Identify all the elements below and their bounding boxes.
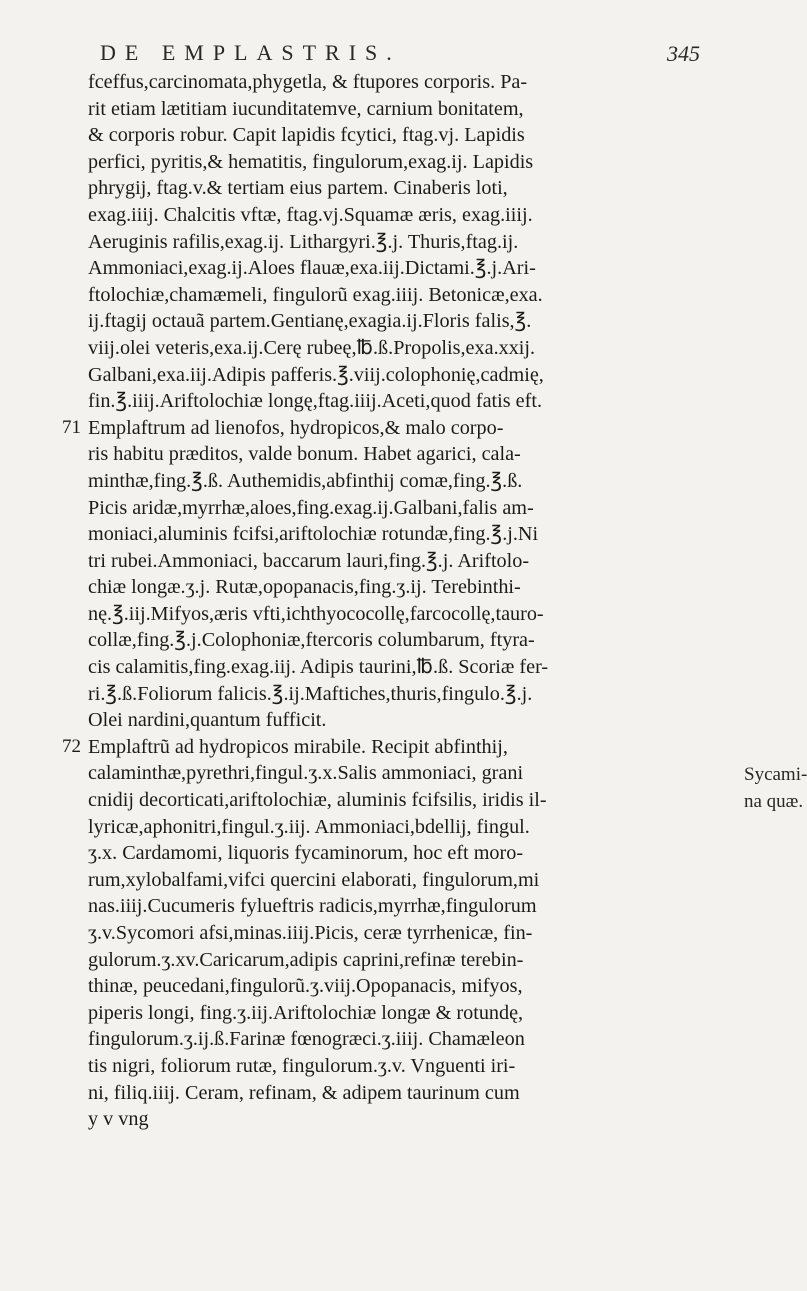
text-line [62, 1080, 732, 1107]
text-line [62, 787, 732, 814]
text-line [62, 707, 732, 734]
text-line [62, 867, 732, 894]
line-text: fceffus,carcinomata,phygetla, & ftupores corporis. Pa- [88, 71, 528, 93]
line-text: Galbani,exa.iij.Adipis pafferis.℥.viij.colophonię,cadmię, [88, 363, 544, 386]
text-line [62, 255, 732, 282]
text-line [62, 441, 732, 468]
line-text: cnidij decorticati,ariftolochiæ, aluminis fcifsilis, iridis il- [88, 789, 547, 812]
line-text: viij.olei veteris,exa.ij.Cerę rubeę,℔.ß.Propolis,exa.xxij. [88, 336, 536, 359]
line-text: tis nigri, foliorum rutæ, fingulorum.ʒ.v. Vnguenti iri- [88, 1054, 516, 1077]
text-line [62, 973, 732, 1000]
text-line [62, 601, 732, 628]
line-text: ʒ.v.Sycomori afsi,minas.iiij.Picis, ceræ tyrrhenicæ, fin- [88, 922, 533, 944]
line-text: fingulorum.ʒ.ij.ß.Farinæ fœnogræci.ʒ.iiij. Chamæleon [88, 1028, 525, 1051]
text-line [62, 335, 732, 362]
line-text: Picis aridæ,myrrhæ,aloes,fing.exag.ij.Galbani,falis am- [88, 496, 534, 519]
line-text: gulorum.ʒ.xv.Caricarum,adipis caprini,refinæ terebin- [88, 948, 524, 971]
text-line [62, 627, 732, 654]
line-text: fin.℥.iiij.Ariftolochiæ longę,ftag.iiij.Aceti,quod fatis eft. [88, 390, 543, 413]
text-line [62, 149, 732, 176]
margin-note-line: Sycami- [744, 764, 807, 785]
line-text: & corporis robur. Capit lapidis fcytici, ftag.vj. Lapidis [88, 124, 525, 147]
text-line [62, 760, 732, 787]
running-head: DE EMPLASTRIS. [100, 40, 401, 65]
line-text: calaminthæ,pyrethri,fingul.ʒ.x.Salis ammoniaci, grani [88, 762, 524, 785]
text-line [62, 574, 732, 601]
text-line [62, 282, 732, 309]
line-text: nę.℥.iij.Mifyos,æris vfti,ichthyococollę,farcocollę,tauro- [88, 602, 544, 625]
text-line [62, 920, 732, 947]
line-text: ij.ftagij octauã partem.Gentianę,exagia.ij.Floris falis,℥. [88, 310, 532, 333]
line-text: phrygij, ftag.v.& tertiam eius partem. Cinaberis loti, [88, 177, 508, 200]
text-line [62, 96, 732, 123]
page-header [100, 40, 700, 66]
text-line [62, 308, 732, 335]
line-text: ni, filiq.iiij. Ceram, refinam, & adipem taurinum cum [88, 1081, 520, 1104]
text-line [62, 654, 732, 681]
line-text: nas.iiij.Cucumeris fylueftris radicis,myrrhæ,fingulorum [88, 895, 537, 918]
line-text: exag.iiij. Chalcitis vftæ, ftag.vj.Squamæ æris, exag.iiij. [88, 203, 533, 226]
text-line [62, 840, 732, 867]
text-line [62, 947, 732, 974]
text-line [62, 548, 732, 575]
text-line [62, 202, 732, 229]
text-line [62, 893, 732, 920]
margin-note-line: na quæ. [744, 790, 804, 812]
text-line [62, 495, 732, 522]
text-line [62, 681, 732, 708]
margin-note [744, 762, 807, 815]
text-line [62, 1000, 732, 1027]
text-line [62, 468, 732, 495]
line-text: ʒ.x. Cardamomi, liquoris fycaminorum, hoc eft moro- [88, 842, 524, 865]
text-line [62, 734, 732, 761]
line-text: rum,xylobalfami,vifci quercini elaborati, fingulorum,mi [88, 868, 540, 891]
line-text: lyricæ,aphonitri,fingul.ʒ.iij. Ammoniaci,bdellij, fingul. [88, 815, 530, 838]
text-line [62, 1106, 732, 1133]
line-text: ftolochiæ,chamæmeli, fingulorũ exag.iiij. Betonicæ,exa. [88, 283, 543, 306]
line-text: perfici, pyritis,& hematitis, fingulorum,exag.ij. Lapidis [88, 150, 534, 173]
line-text: ri.℥.ß.Foliorum falicis.℥.ij.Maftiches,thuris,fingulo.℥.j. [88, 682, 533, 705]
text-line [62, 175, 732, 202]
text-line [62, 362, 732, 389]
line-text: Olei nardini,quantum fufficit. [88, 709, 327, 732]
text-line [62, 415, 732, 442]
text-line [62, 521, 732, 548]
page-number: 345 [667, 41, 700, 66]
line-text: Emplaftrũ ad hydropicos mirabile. Recipit abfinthij, [88, 735, 508, 758]
line-text: cis calamitis,fing.exag.iij. Adipis taurini,℔.ß. Scoriæ fer- [88, 656, 549, 679]
line-text: piperis longi, fing.ʒ.iij.Ariftolochiæ longæ & rotundę, [88, 1001, 524, 1024]
text-line [62, 1026, 732, 1053]
line-text: rit etiam lætitiam iucunditatemve, carnium bonitatem, [88, 97, 524, 120]
text-line [62, 229, 732, 256]
text-line [62, 1053, 732, 1080]
line-text: thinæ, peucedani,fingulorũ.ʒ.viij.Opopanacis, mifyos, [88, 975, 523, 998]
line-text: ris habitu præditos, valde bonum. Habet agarici, cala- [88, 443, 521, 466]
line-text: chiæ longæ.ʒ.j. Rutæ,opopanacis,fing.ʒ.ij. Terebinthi- [88, 576, 521, 599]
text-line [62, 814, 732, 841]
line-text: y v vng [88, 1108, 149, 1131]
text-line [62, 69, 732, 96]
line-text: minthæ,fing.℥.ß. Authemidis,abfinthij comæ,fing.℥.ß. [88, 469, 523, 492]
paragraph-number: 72 [62, 735, 81, 757]
text-line [62, 388, 732, 415]
line-text: tri rubei.Ammoniaci, baccarum lauri,fing.℥.j. Ariftolo- [88, 549, 530, 572]
line-text: Aeruginis rafilis,exag.ij. Lithargyri.℥.j. Thuris,ftag.ij. [88, 230, 519, 253]
line-text: moniaci,aluminis fcifsi,ariftolochiæ rotundæ,fing.℥.j.Ni [88, 523, 539, 546]
line-text: collæ,fing.℥.j.Colophoniæ,ftercoris columbarum, ftyra- [88, 629, 535, 652]
body-text [62, 69, 732, 1133]
paragraph-number: 71 [62, 416, 81, 438]
line-text: Ammoniaci,exag.ij.Aloes flauæ,exa.iij.Dictami.℥.j.Ari- [88, 257, 536, 280]
line-text: Emplaftrum ad lienofos, hydropicos,& malo corpo- [88, 416, 504, 439]
text-line [62, 122, 732, 149]
